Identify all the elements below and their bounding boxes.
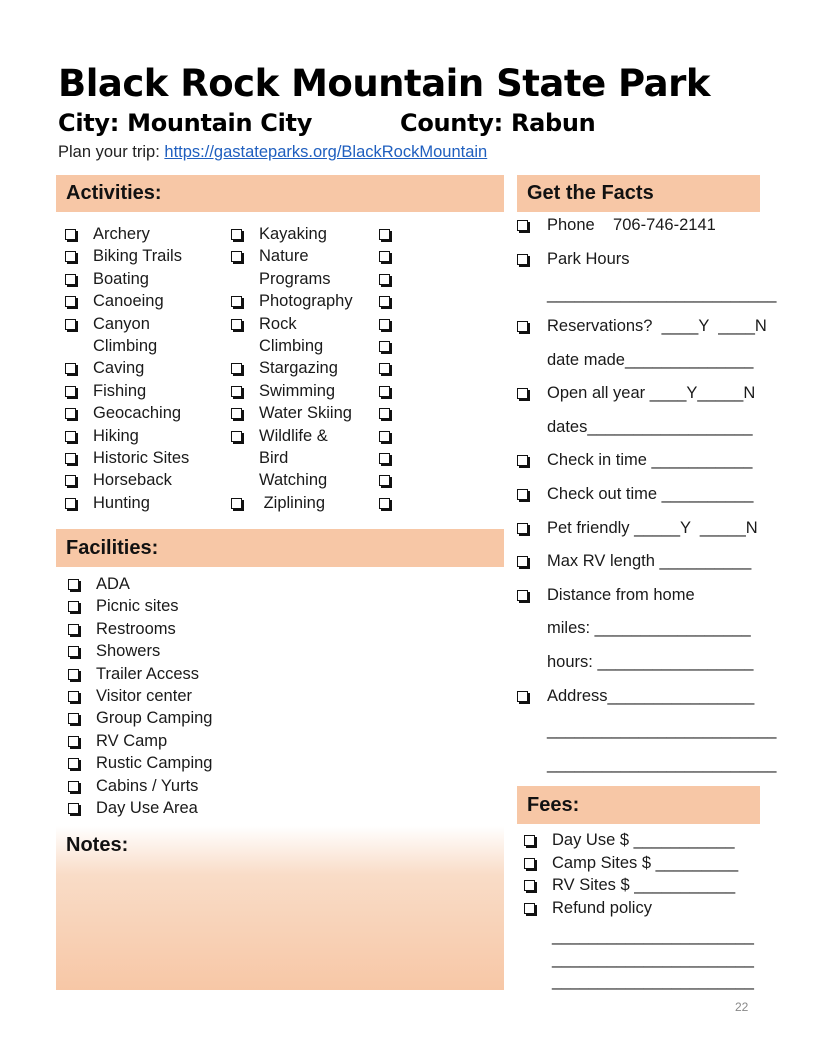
activity-item-photography[interactable]: Photography (231, 290, 353, 312)
activity-item-historic-sites[interactable]: Historic Sites (65, 447, 189, 469)
dates-field[interactable]: dates__________________ (547, 418, 753, 436)
checkbox-icon[interactable] (68, 781, 79, 792)
checkbox-icon[interactable] (65, 229, 76, 240)
fact-check-out: Check out time __________ (517, 485, 753, 504)
notes-heading: Notes: (66, 834, 129, 856)
checkbox-icon[interactable] (517, 489, 528, 500)
activity-item-continuation: Watching (259, 471, 328, 490)
fact-pet-friendly: Pet friendly _____Y _____N (517, 519, 758, 538)
facility-item-picnic-sites[interactable]: Picnic sites (68, 595, 212, 617)
checkbox-icon[interactable] (65, 498, 76, 509)
activity-item-wildlife-bird-watching[interactable]: Wildlife & (231, 425, 353, 447)
checkbox-icon[interactable] (379, 475, 390, 486)
checkbox-icon[interactable] (379, 431, 390, 442)
checkbox-icon[interactable] (379, 408, 390, 419)
checkbox-icon[interactable] (68, 736, 79, 747)
activity-item-swimming[interactable]: Swimming (231, 380, 353, 402)
fees-heading: Fees: (517, 786, 760, 824)
blank-activity-checkbox[interactable] (379, 335, 395, 357)
facility-item-restrooms[interactable]: Restrooms (68, 618, 212, 640)
activity-item-biking-trails[interactable]: Biking Trails (65, 245, 189, 267)
activity-item-continuation: Climbing (93, 337, 158, 356)
checkbox-icon[interactable] (68, 758, 79, 769)
activities-heading: Activities: (56, 175, 504, 212)
refund-policy-line-2[interactable]: ______________________ (552, 949, 754, 968)
checkbox-icon[interactable] (379, 274, 390, 285)
facility-item-trailer-access[interactable]: Trailer Access (68, 663, 212, 685)
checkbox-icon[interactable] (379, 319, 390, 330)
checkbox-icon[interactable] (517, 388, 528, 399)
checkbox-icon[interactable] (231, 296, 242, 307)
address-line-1[interactable]: _________________________ (547, 721, 777, 739)
fee-rv-sites[interactable]: RV Sites $ ___________ (524, 874, 754, 897)
blank-activity-checkbox[interactable] (379, 290, 395, 312)
checkbox-icon[interactable] (68, 624, 79, 635)
miles-field[interactable]: miles: _________________ (547, 619, 751, 637)
checkbox-icon[interactable] (379, 363, 390, 374)
refund-policy-line-1[interactable]: ______________________ (552, 927, 754, 945)
checkbox-icon[interactable] (524, 858, 535, 869)
address-line-2[interactable]: _________________________ (547, 755, 777, 773)
activity-item-water-skiing[interactable]: Water Skiing (231, 402, 353, 424)
activity-item-stargazing[interactable]: Stargazing (231, 357, 353, 379)
facility-item-cabins-yurts[interactable]: Cabins / Yurts (68, 775, 212, 797)
checkbox-icon[interactable] (68, 601, 79, 612)
fee-day-use[interactable]: Day Use $ ___________ (524, 829, 754, 852)
fact-open-all-year: Open all year ____Y_____N (517, 384, 755, 403)
activity-item-hiking[interactable]: Hiking (65, 425, 189, 447)
checkbox-icon[interactable] (517, 455, 528, 466)
checkbox-icon[interactable] (231, 363, 242, 374)
facilities-list (68, 573, 212, 819)
checkbox-icon[interactable] (65, 251, 76, 262)
checkbox-icon[interactable] (68, 669, 79, 680)
checkbox-icon[interactable] (517, 220, 528, 231)
activities-column-3-blank (379, 223, 395, 514)
facility-item-showers[interactable]: Showers (68, 640, 212, 662)
fee-camp-sites[interactable]: Camp Sites $ _________ (524, 852, 754, 875)
activities-column-2 (231, 223, 353, 514)
checkbox-icon[interactable] (65, 431, 76, 442)
checkbox-icon[interactable] (65, 475, 76, 486)
hours-field[interactable]: hours: _________________ (547, 653, 754, 671)
plan-trip-label: Plan your trip: (58, 143, 165, 161)
activity-item-boating[interactable]: Boating (65, 268, 189, 290)
activity-item-continuation: Bird (259, 449, 289, 468)
blank-activity-checkbox[interactable] (379, 402, 395, 424)
checkbox-icon[interactable] (65, 319, 76, 330)
checkbox-icon[interactable] (231, 431, 242, 442)
fact-phone: Phone 706-746-2141 (517, 216, 716, 235)
checkbox-icon[interactable] (517, 691, 528, 702)
facility-item-ada[interactable]: ADA (68, 573, 212, 595)
blank-activity-checkbox[interactable] (379, 268, 395, 290)
activity-item-nature-programs[interactable]: Nature (231, 245, 353, 267)
checkbox-icon[interactable] (65, 386, 76, 397)
checkbox-icon[interactable] (379, 229, 390, 240)
page-title: Black Rock Mountain State Park (58, 62, 710, 105)
checkbox-icon[interactable] (68, 713, 79, 724)
checkbox-icon[interactable] (68, 803, 79, 814)
facts-heading: Get the Facts (517, 175, 760, 212)
checkbox-icon[interactable] (231, 319, 242, 330)
fact-park-hours: Park Hours (517, 250, 630, 269)
fee-refund-policy[interactable]: Refund policy (524, 897, 754, 920)
checkbox-icon[interactable] (517, 321, 528, 332)
checkbox-icon[interactable] (379, 453, 390, 464)
checkbox-icon[interactable] (524, 880, 535, 891)
facility-item-visitor-center[interactable]: Visitor center (68, 685, 212, 707)
checkbox-icon[interactable] (231, 386, 242, 397)
blank-activity-checkbox[interactable] (379, 425, 395, 447)
activities-column-1 (65, 223, 189, 514)
activity-item-canoeing[interactable]: Canoeing (65, 290, 189, 312)
fact-check-in: Check in time ___________ (517, 451, 752, 470)
blank-activity-checkbox[interactable] (379, 447, 395, 469)
fact-max-rv-length: Max RV length __________ (517, 552, 751, 571)
activity-item-geocaching[interactable]: Geocaching (65, 402, 189, 424)
date-made-field[interactable]: date made______________ (547, 351, 754, 369)
facilities-heading: Facilities: (56, 529, 504, 567)
activity-item-continuation: Climbing (259, 337, 324, 356)
checkbox-icon[interactable] (231, 251, 242, 262)
checkbox-icon[interactable] (231, 408, 242, 419)
facility-item-day-use-area[interactable]: Day Use Area (68, 797, 212, 819)
county-label: County: Rabun (400, 109, 596, 137)
activity-item-hunting[interactable]: Hunting (65, 492, 189, 514)
activity-item-continuation: Programs (259, 269, 331, 288)
checkbox-icon[interactable] (65, 453, 76, 464)
plan-trip-line (58, 143, 487, 162)
facility-item-rustic-camping[interactable]: Rustic Camping (68, 752, 212, 774)
checkbox-icon[interactable] (231, 229, 242, 240)
activity-item-fishing[interactable]: Fishing (65, 380, 189, 402)
park-hours-blank[interactable]: _________________________ (547, 285, 777, 303)
checkbox-icon[interactable] (517, 254, 528, 265)
notes-area[interactable] (56, 826, 504, 990)
checkbox-icon[interactable] (379, 251, 390, 262)
checkbox-icon[interactable] (379, 498, 390, 509)
facility-item-group-camping[interactable]: Group Camping (68, 707, 212, 729)
fact-reservations: Reservations? ____Y ____N (517, 317, 767, 336)
blank-activity-checkbox[interactable] (379, 380, 395, 402)
fact-address: Address________________ (517, 687, 754, 706)
blank-activity-checkbox[interactable] (379, 245, 395, 267)
checkbox-icon[interactable] (379, 386, 390, 397)
checkbox-icon[interactable] (524, 903, 535, 914)
checkbox-icon[interactable] (68, 691, 79, 702)
blank-activity-checkbox[interactable] (379, 223, 395, 245)
checkbox-icon[interactable] (65, 363, 76, 374)
checkbox-icon[interactable] (517, 523, 528, 534)
fact-distance-from-home: Distance from home (517, 586, 695, 605)
fees-list (524, 829, 754, 993)
activity-item-horseback[interactable]: Horseback (65, 469, 189, 491)
activity-item-canyon-climbing[interactable]: Canyon (65, 313, 189, 335)
activity-item-rock-climbing[interactable]: Rock (231, 313, 353, 335)
activity-item-archery[interactable]: Archery (65, 223, 189, 245)
page-number: 22 (735, 1000, 749, 1014)
activity-item-ziplining[interactable]: Ziplining (231, 492, 353, 514)
checkbox-icon[interactable] (65, 408, 76, 419)
checkbox-icon[interactable] (524, 835, 535, 846)
checkbox-icon[interactable] (379, 341, 390, 352)
checkbox-icon[interactable] (517, 590, 528, 601)
city-label: City: Mountain City (58, 109, 313, 137)
checkbox-icon[interactable] (65, 296, 76, 307)
checkbox-icon[interactable] (68, 646, 79, 657)
checkbox-icon[interactable] (231, 498, 242, 509)
activity-item-kayaking[interactable]: Kayaking (231, 223, 353, 245)
facility-item-rv-camp[interactable]: RV Camp (68, 730, 212, 752)
checkbox-icon[interactable] (517, 556, 528, 567)
blank-activity-checkbox[interactable] (379, 492, 395, 514)
checkbox-icon[interactable] (65, 274, 76, 285)
blank-activity-checkbox[interactable] (379, 313, 395, 335)
park-website-link[interactable]: https://gastateparks.org/BlackRockMountain (164, 143, 488, 161)
checkbox-icon[interactable] (68, 579, 79, 590)
activity-item-caving[interactable]: Caving (65, 357, 189, 379)
blank-activity-checkbox[interactable] (379, 357, 395, 379)
checkbox-icon[interactable] (379, 296, 390, 307)
refund-policy-line-3[interactable]: ______________________ (552, 972, 754, 990)
blank-activity-checkbox[interactable] (379, 469, 395, 491)
